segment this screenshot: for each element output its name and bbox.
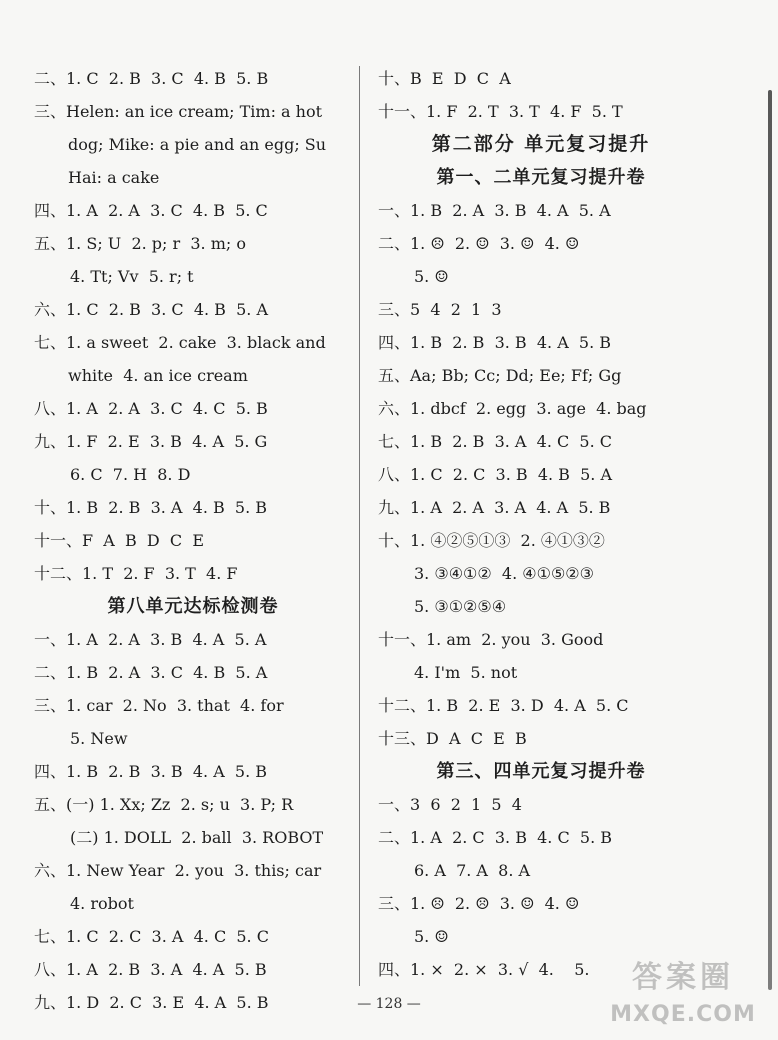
section-heading: 第八单元达标检测卷 <box>107 596 279 617</box>
answer-line: 十一、1. F 2. T 3. T 4. F 5. T <box>378 102 623 121</box>
section-heading: 第三、四单元复习提升卷 <box>436 761 646 782</box>
answer-line: 6. A 7. A 8. A <box>414 861 531 880</box>
answer-line: 五、Aa; Bb; Cc; Dd; Ee; Ff; Gg <box>378 366 622 385</box>
page-number: — 128 — <box>357 996 421 1012</box>
answer-line: 一、1. A 2. A 3. B 4. A 5. A <box>34 630 267 649</box>
answer-line: 3. ③④①② 4. ④①⑤②③ <box>414 564 594 583</box>
answer-line: 四、1. × 2. × 3. √ 4. 5. <box>378 960 590 979</box>
answer-line: 九、1. A 2. A 3. A 4. A 5. B <box>378 498 611 517</box>
answer-line: 三、Helen: an ice cream; Tim: a hot <box>34 102 323 121</box>
answer-line: 六、1. dbcf 2. egg 3. age 4. bag <box>378 399 647 418</box>
answer-line: white 4. an ice cream <box>68 366 248 385</box>
answer-line: 十一、F A B D C E <box>34 531 205 550</box>
page-binding-edge <box>768 90 772 990</box>
answer-line: 6. C 7. H 8. D <box>70 465 191 484</box>
answer-line: 九、1. F 2. E 3. B 4. A 5. G <box>34 432 268 451</box>
answer-line: 七、1. B 2. B 3. A 4. C 5. C <box>378 432 613 451</box>
answer-line: 七、1. a sweet 2. cake 3. black and <box>34 333 326 352</box>
watermark-cn: 答案圈 <box>632 960 734 995</box>
answer-line: 一、3 6 2 1 5 4 <box>378 795 522 814</box>
answer-line: 十、1. B 2. B 3. A 4. B 5. B <box>34 498 268 517</box>
answer-line: 八、1. A 2. B 3. A 4. A 5. B <box>34 960 267 979</box>
answer-line: 5. New <box>70 729 128 748</box>
answer-line: 十、1. ④②⑤①③ 2. ④①③② <box>378 531 605 550</box>
answer-line: 4. robot <box>70 894 134 913</box>
answer-line: 二、1. C 2. B 3. C 4. B 5. B <box>34 69 269 88</box>
column-divider <box>359 66 360 986</box>
answer-line: 六、1. New Year 2. you 3. this; car <box>34 861 322 880</box>
answer-line: Hai: a cake <box>68 168 160 187</box>
answer-line: 四、1. A 2. A 3. C 4. B 5. C <box>34 201 268 220</box>
answer-line: 二、1. A 2. C 3. B 4. C 5. B <box>378 828 613 847</box>
answer-line: 五、(一) 1. Xx; Zz 2. s; u 3. P; R <box>34 795 294 814</box>
answer-line: 十一、1. am 2. you 3. Good <box>378 630 604 649</box>
answer-line: 十二、1. B 2. E 3. D 4. A 5. C <box>378 696 629 715</box>
watermark-logo <box>598 956 768 1036</box>
answer-line: 三、5 4 2 1 3 <box>378 300 502 319</box>
answer-line: 4. I'm 5. not <box>414 663 518 682</box>
answer-line: 三、1. car 2. No 3. that 4. for <box>34 696 284 715</box>
answer-line: 六、1. C 2. B 3. C 4. B 5. A <box>34 300 269 319</box>
answer-column-right <box>378 62 704 986</box>
answer-line: 八、1. A 2. A 3. C 4. C 5. B <box>34 399 268 418</box>
answer-line: dog; Mike: a pie and an egg; Su <box>68 135 327 154</box>
watermark-en: MXQE.COM <box>610 1002 756 1027</box>
answer-line: 三、1. ☹ 2. ☹ 3. ☺ 4. ☺ <box>378 894 580 913</box>
answer-line: 4. Tt; Vv 5. r; t <box>70 267 194 286</box>
answer-line: 二、1. B 2. A 3. C 4. B 5. A <box>34 663 268 682</box>
part-heading: 第二部分 单元复习提升 <box>431 133 651 155</box>
answer-line: 十二、1. T 2. F 3. T 4. F <box>34 564 238 583</box>
answer-line: 十三、D A C E B <box>378 729 527 748</box>
answer-line: 一、1. B 2. A 3. B 4. A 5. A <box>378 201 611 220</box>
answer-line: 四、1. B 2. B 3. B 4. A 5. B <box>34 762 268 781</box>
answer-line: 四、1. B 2. B 3. B 4. A 5. B <box>378 333 612 352</box>
answer-line: 二、1. ☹ 2. ☺ 3. ☺ 4. ☺ <box>378 234 580 253</box>
answer-line: 5. ☺ <box>414 927 449 946</box>
answer-line: 九、1. D 2. C 3. E 4. A 5. B <box>34 993 269 1012</box>
answer-column-left <box>34 62 352 1019</box>
answer-line: 5. ☺ <box>414 267 449 286</box>
answer-line: (二) 1. DOLL 2. ball 3. ROBOT <box>70 828 324 847</box>
answer-line: 五、1. S; U 2. p; r 3. m; o <box>34 234 246 253</box>
answer-line: 5. ③①②⑤④ <box>414 597 507 616</box>
answer-line: 十、B E D C A <box>378 69 511 88</box>
answer-line: 八、1. C 2. C 3. B 4. B 5. A <box>378 465 613 484</box>
answer-line: 七、1. C 2. C 3. A 4. C 5. C <box>34 927 269 946</box>
section-heading: 第一、二单元复习提升卷 <box>436 167 646 188</box>
